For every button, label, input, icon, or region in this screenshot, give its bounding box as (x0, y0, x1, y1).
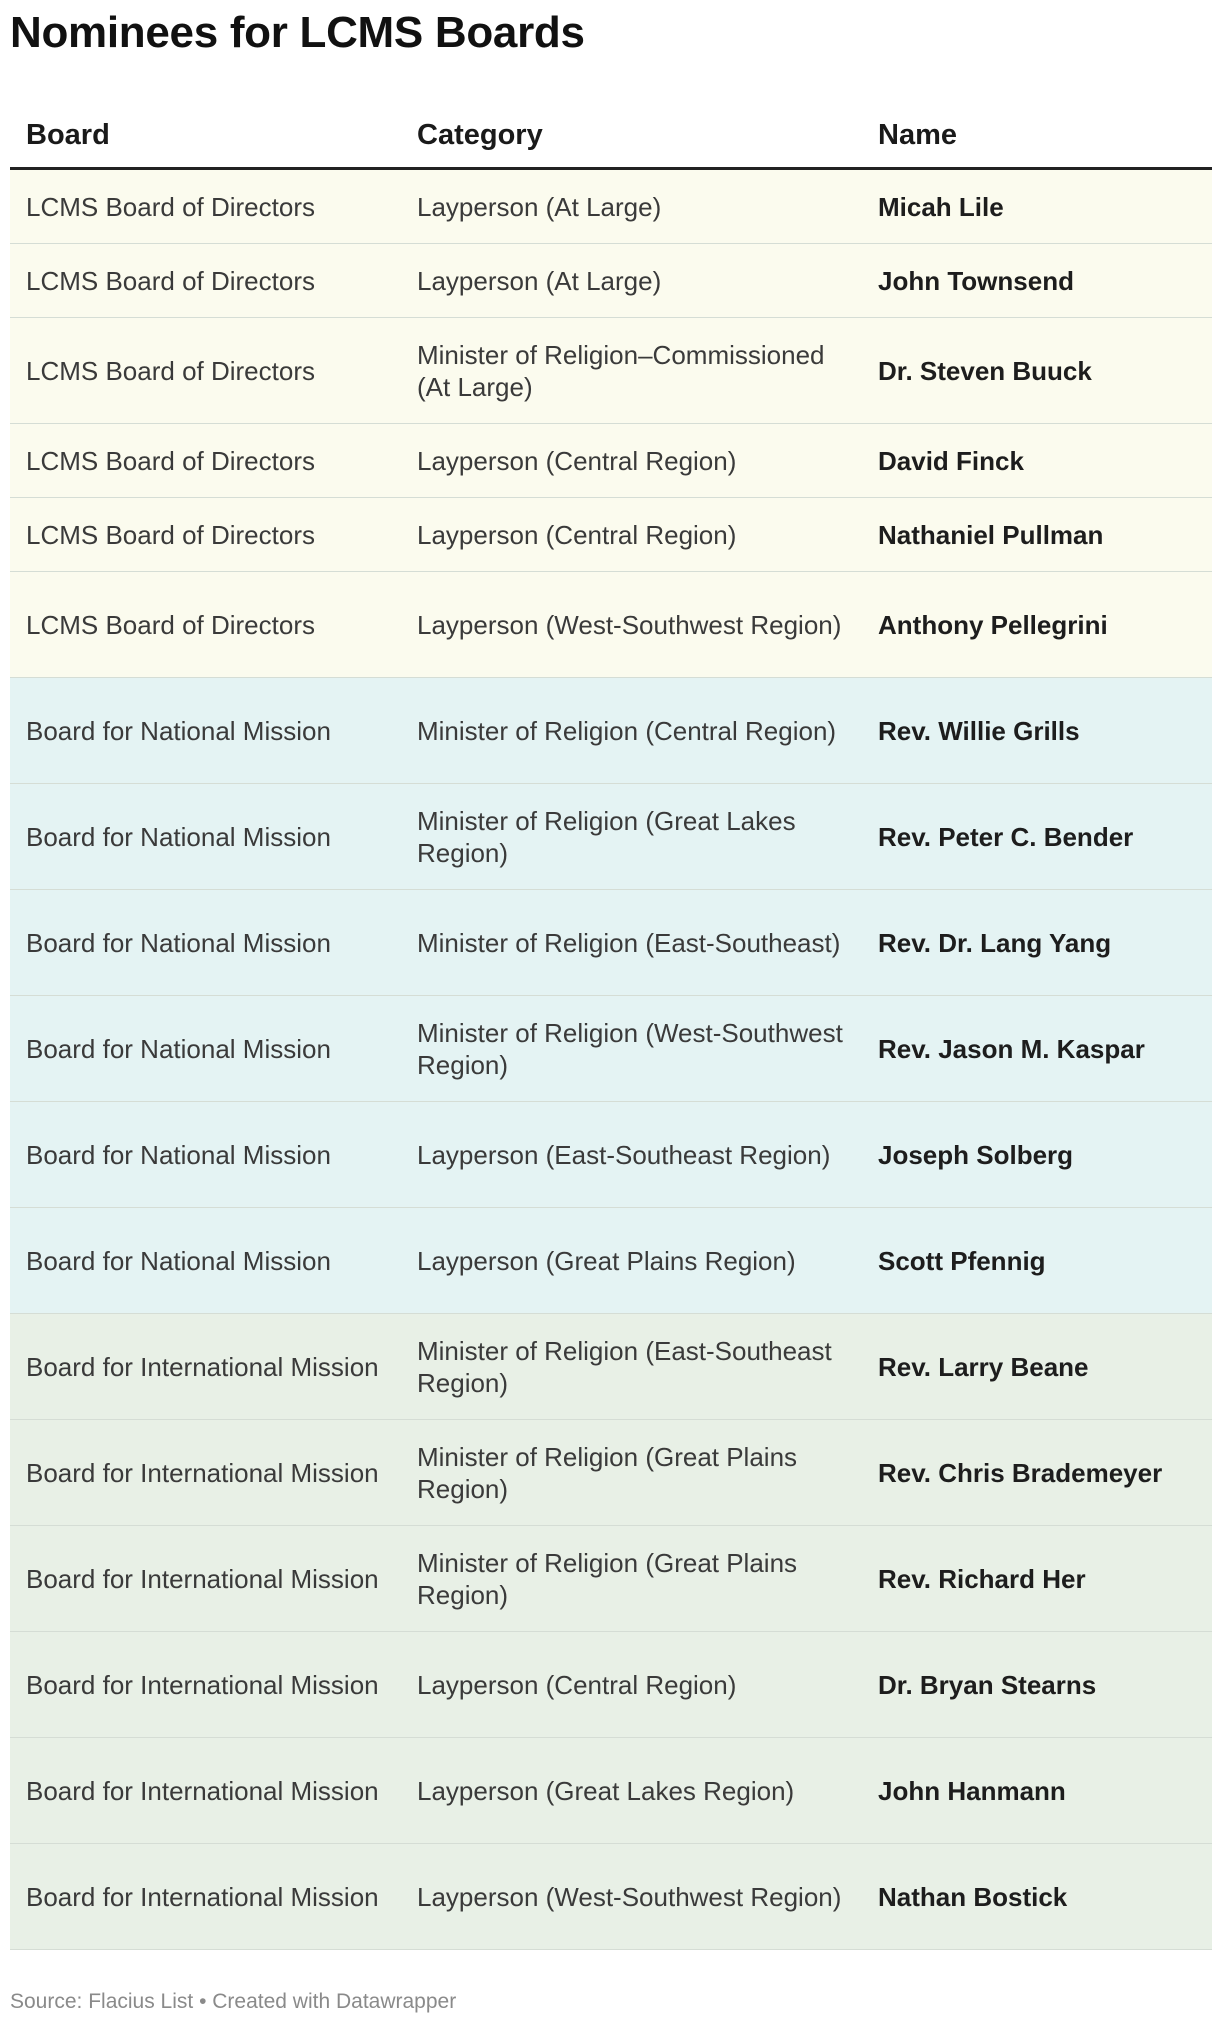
cell-category: Minister of Religion (Central Region) (417, 715, 837, 746)
table-body (10, 170, 1212, 1950)
cell-board: LCMS Board of Directors (26, 191, 315, 222)
cell-category: Minister of Religion (East-Southeast) (417, 927, 841, 958)
table-row (10, 1526, 1212, 1632)
cell-category: Layperson (East-Southeast Region) (417, 1139, 831, 1170)
cell-category: Layperson (At Large) (417, 265, 662, 296)
cell-name: Rev. Peter C. Bender (878, 821, 1134, 852)
cell-board: Board for International Mission (26, 1669, 379, 1700)
cell-name: Dr. Bryan Stearns (878, 1669, 1097, 1700)
cell-board: Board for National Mission (26, 1139, 331, 1170)
cell-name: Rev. Chris Brademeyer (878, 1457, 1163, 1488)
cell-name: Micah Lile (878, 191, 1004, 222)
cell-name: Rev. Larry Beane (878, 1351, 1089, 1382)
table-row (10, 1208, 1212, 1314)
cell-board: LCMS Board of Directors (26, 355, 315, 386)
cell-name: Rev. Richard Her (878, 1563, 1086, 1594)
cell-category: Minister of Religion (Great Plains Region) (417, 1441, 798, 1504)
cell-board: LCMS Board of Directors (26, 519, 315, 550)
chart-footer: Source: Flacius List • Created with Datawrapper (10, 1990, 457, 2013)
cell-board: LCMS Board of Directors (26, 265, 315, 296)
table-row (10, 572, 1212, 678)
table-row (10, 1314, 1212, 1420)
cell-name: Scott Pfennig (878, 1245, 1046, 1276)
cell-board: Board for International Mission (26, 1563, 379, 1594)
cell-name: Joseph Solberg (878, 1139, 1074, 1170)
cell-category: Minister of Religion (East-Southeast Region) (417, 1335, 832, 1398)
cell-name: Rev. Willie Grills (878, 715, 1080, 746)
cell-name: Rev. Dr. Lang Yang (878, 927, 1112, 958)
cell-category: Minister of Religion (West-Southwest Region) (417, 1017, 843, 1080)
cell-board: Board for International Mission (26, 1775, 379, 1806)
table-row (10, 1738, 1212, 1844)
cell-category: Layperson (Great Lakes Region) (417, 1775, 795, 1806)
column-header-board[interactable]: Board (26, 119, 110, 151)
cell-name: Dr. Steven Buuck (878, 355, 1092, 386)
table-row (10, 1420, 1212, 1526)
table-row (10, 890, 1212, 996)
cell-board: Board for National Mission (26, 821, 331, 852)
cell-board: Board for International Mission (26, 1881, 379, 1912)
nominees-table (10, 104, 1212, 1950)
column-header-name[interactable]: Name (878, 119, 957, 151)
cell-category: Minister of Religion (Great Lakes Region) (417, 805, 796, 868)
cell-board: Board for National Mission (26, 1033, 331, 1064)
cell-board: LCMS Board of Directors (26, 445, 315, 476)
table-row (10, 1844, 1212, 1950)
cell-category: Layperson (West-Southwest Region) (417, 1881, 842, 1912)
table-row (10, 318, 1212, 424)
table-row (10, 498, 1212, 572)
cell-board: Board for International Mission (26, 1457, 379, 1488)
cell-name: Nathaniel Pullman (878, 519, 1104, 550)
cell-board: Board for International Mission (26, 1351, 379, 1382)
cell-name: Anthony Pellegrini (878, 609, 1108, 640)
table-row (10, 170, 1212, 244)
chart-title: Nominees for LCMS Boards (10, 8, 585, 57)
cell-name: Rev. Jason M. Kaspar (878, 1033, 1145, 1064)
cell-category: Layperson (West-Southwest Region) (417, 609, 842, 640)
cell-category: Layperson (Central Region) (417, 519, 737, 550)
cell-name: Nathan Bostick (878, 1881, 1068, 1912)
cell-category: Layperson (Central Region) (417, 445, 737, 476)
cell-board: Board for National Mission (26, 1245, 331, 1276)
table-row (10, 784, 1212, 890)
table-row (10, 424, 1212, 498)
cell-board: LCMS Board of Directors (26, 609, 315, 640)
cell-category: Layperson (At Large) (417, 191, 662, 222)
cell-board: Board for National Mission (26, 927, 331, 958)
table-row (10, 996, 1212, 1102)
cell-category: Layperson (Great Plains Region) (417, 1245, 796, 1276)
column-header-category[interactable]: Category (417, 119, 543, 151)
table-row (10, 244, 1212, 318)
cell-name: John Townsend (878, 265, 1074, 296)
table-row (10, 1102, 1212, 1208)
cell-name: David Finck (878, 445, 1024, 476)
table-row (10, 1632, 1212, 1738)
cell-board: Board for National Mission (26, 715, 331, 746)
cell-category: Minister of Religion (Great Plains Region) (417, 1547, 798, 1610)
cell-name: John Hanmann (878, 1775, 1066, 1806)
cell-category: Layperson (Central Region) (417, 1669, 737, 1700)
table-header (10, 104, 1212, 170)
table-row (10, 678, 1212, 784)
cell-category: Minister of Religion–Commissioned (At Large) (417, 339, 825, 402)
